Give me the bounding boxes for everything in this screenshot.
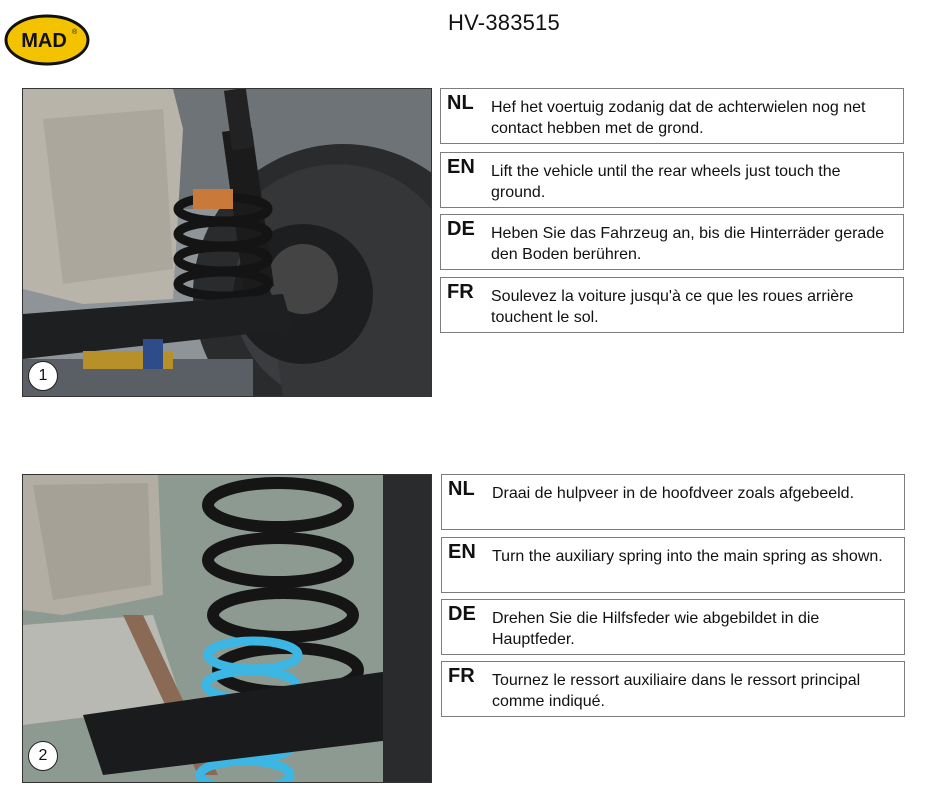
step-1-number: 1 <box>28 361 58 391</box>
lang-code-en: EN <box>448 541 476 563</box>
lang-code-en: EN <box>447 156 475 178</box>
instruction-text: Draai de hulpveer in de hoofdveer zoals afgebeeld. <box>492 485 855 502</box>
instruction-text: Soulevez la voiture jusqu'à ce que les roues arrière touchent le sol. <box>491 288 854 326</box>
step-2-photo <box>22 474 432 783</box>
step-1-en-instruction <box>440 152 904 208</box>
lang-code-nl: NL <box>448 478 475 500</box>
step-1-de-instruction <box>440 214 904 270</box>
svg-text:®: ® <box>72 29 78 36</box>
instruction-text: Tournez le ressort auxiliaire dans le ressort principal comme indiqué. <box>492 672 861 710</box>
instruction-text: Drehen Sie die Hilfsfeder wie abgebildet in die Hauptfeder. <box>492 610 820 648</box>
instruction-text: Heben Sie das Fahrzeug an, bis die Hinterräder gerade den Boden berühren. <box>491 225 885 263</box>
document-id: HV-383515 <box>448 10 560 35</box>
step-2-nl-instruction <box>441 474 905 530</box>
step-2-en-instruction <box>441 537 905 593</box>
lang-code-de: DE <box>447 218 475 240</box>
svg-text:MAD: MAD <box>21 30 67 52</box>
lang-code-fr: FR <box>447 281 474 303</box>
step-2-fr-instruction <box>441 661 905 717</box>
instruction-text: Hef het voertuig zodanig dat de achterwielen nog net contact hebben met de grond. <box>491 99 866 137</box>
step-2-de-instruction <box>441 599 905 655</box>
lang-code-de: DE <box>448 603 476 625</box>
step-2-number: 2 <box>28 741 58 771</box>
step-1-photo <box>22 88 432 397</box>
instruction-text: Turn the auxiliary spring into the main spring as shown. <box>492 548 883 565</box>
step-1-nl-instruction <box>440 88 904 144</box>
step-1-fr-instruction <box>440 277 904 333</box>
instruction-text: Lift the vehicle until the rear wheels just touch the ground. <box>491 163 841 201</box>
lang-code-fr: FR <box>448 665 475 687</box>
lang-code-nl: NL <box>447 92 474 114</box>
